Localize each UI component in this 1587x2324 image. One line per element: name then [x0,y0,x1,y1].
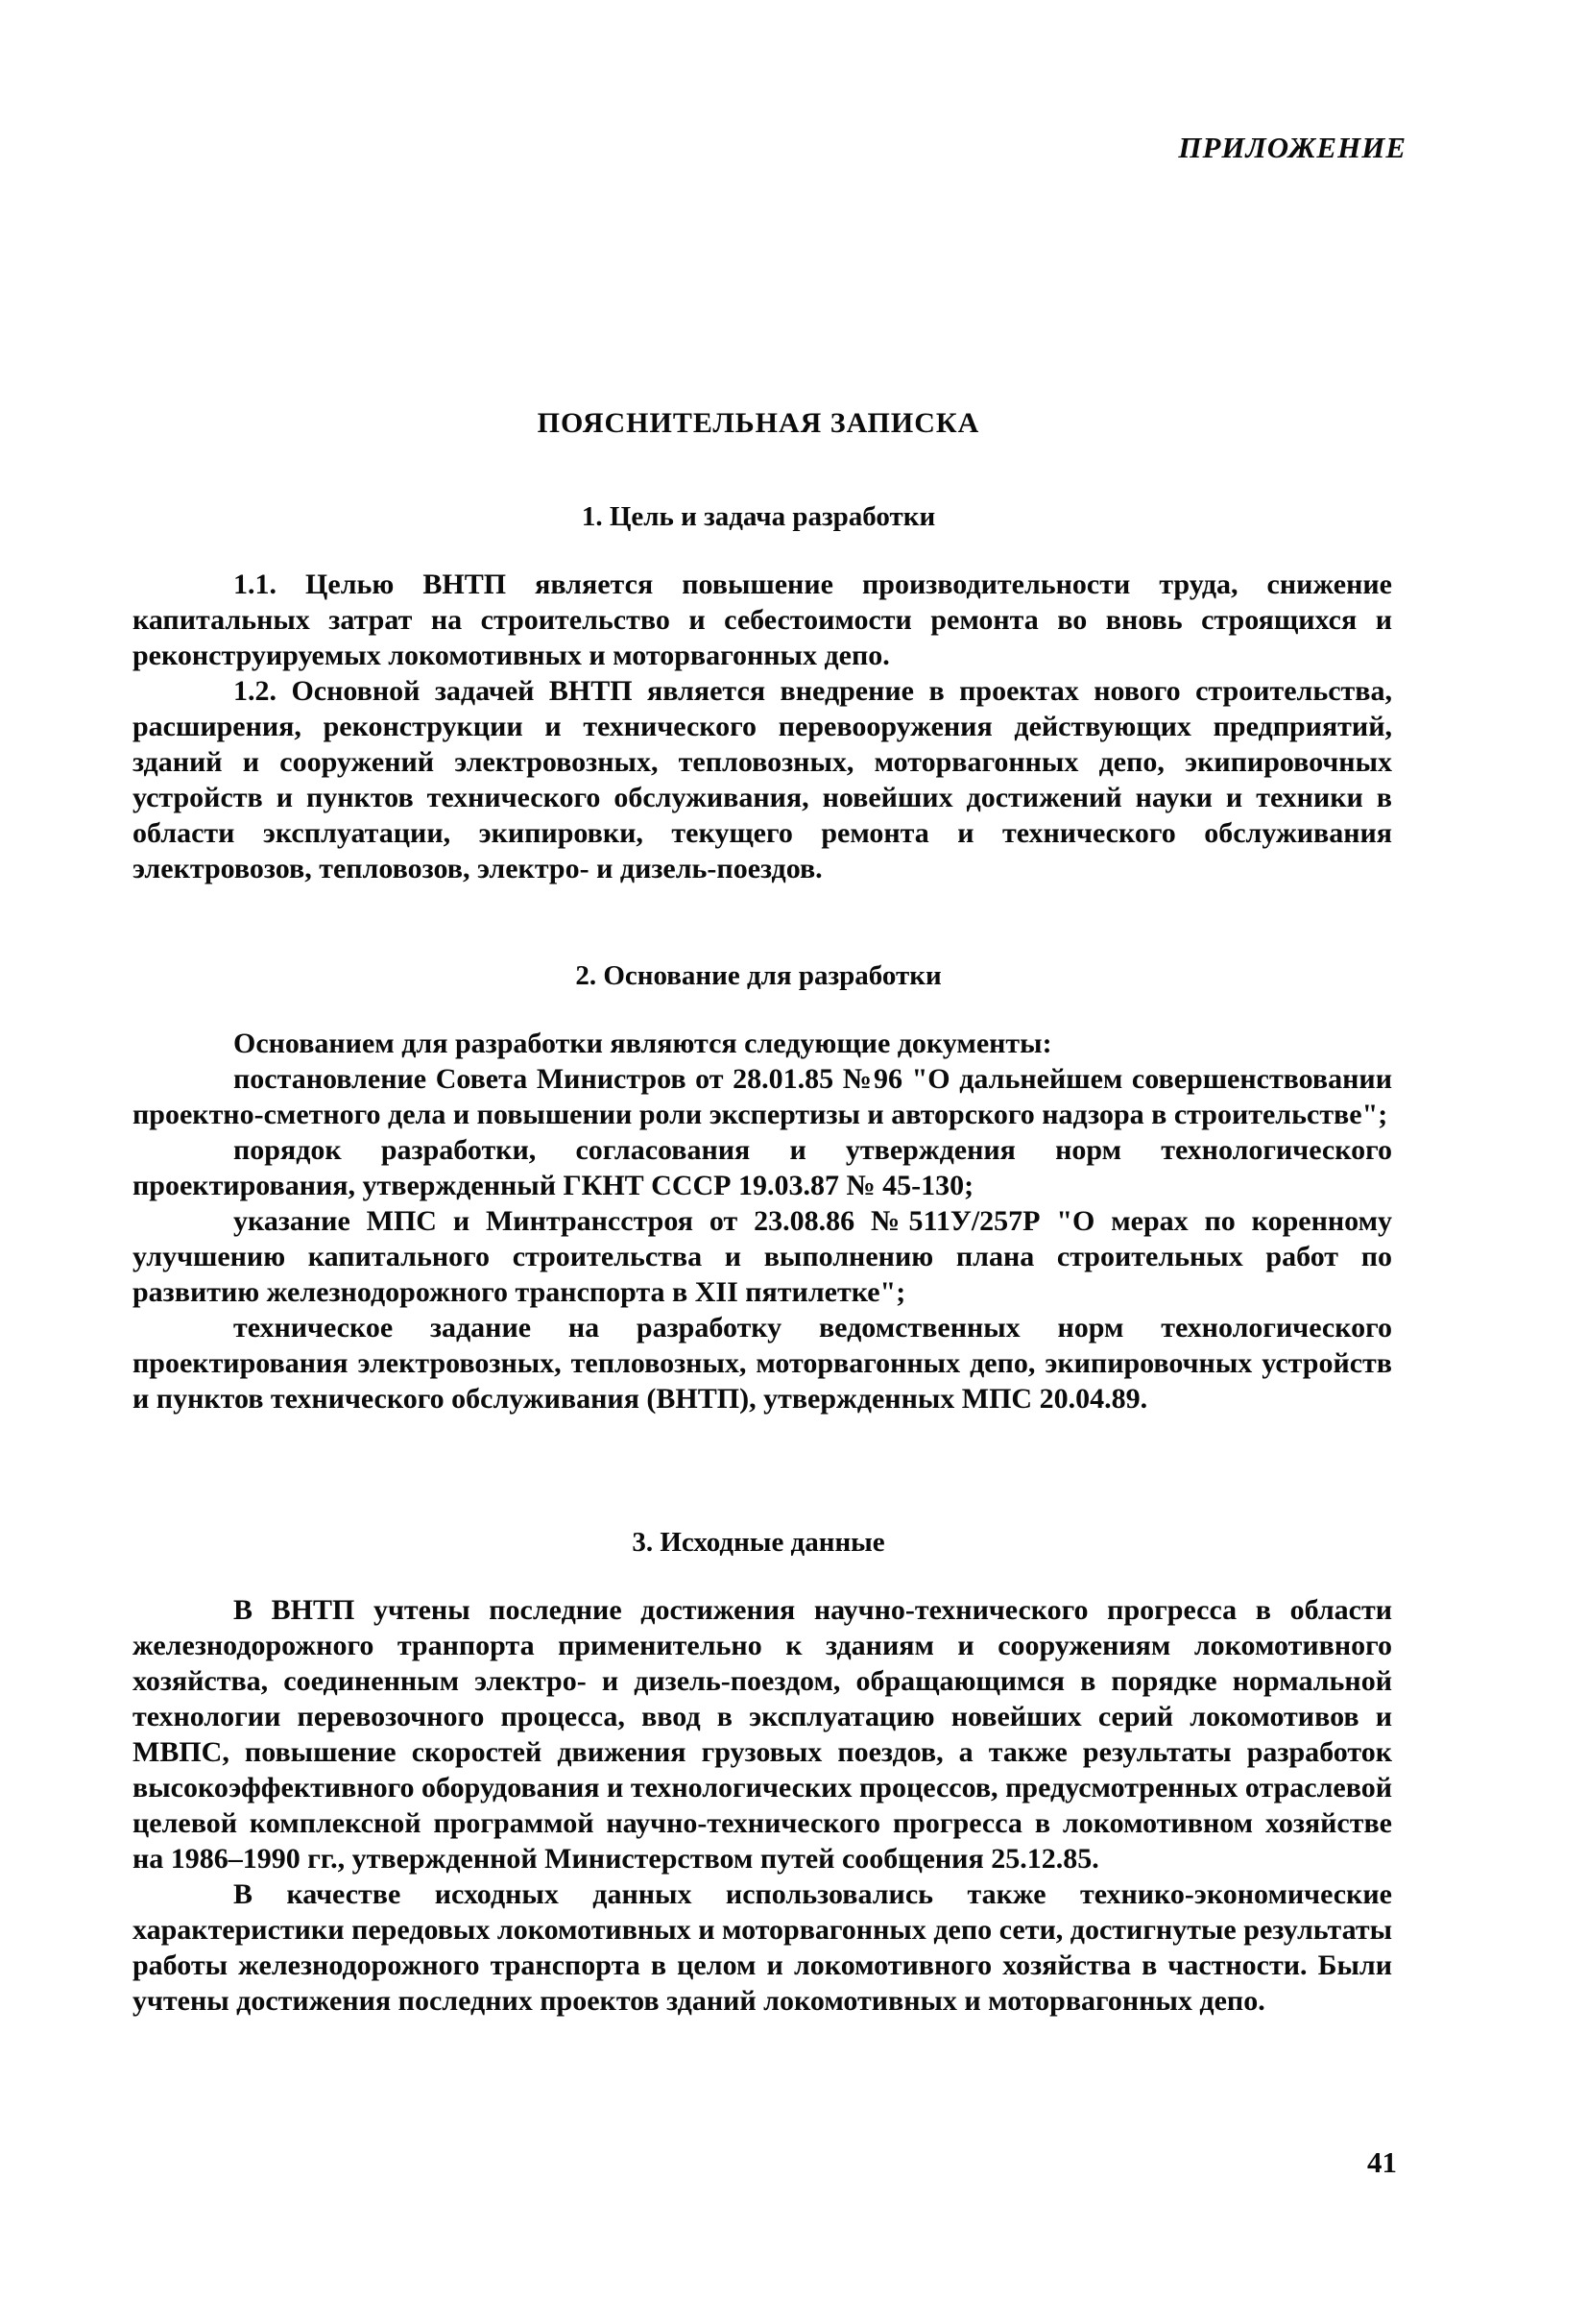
page-number: 41 [1367,2145,1397,2179]
section-heading-source-data: 3. Исходные данные [632,1527,885,1558]
section-body-goal [132,567,1392,886]
paragraph: указание МПС и Минтрансстроя от 23.08.86 №511У/257Р "О мерах по коренному улучшению капитального строительства и выполнению плана строительных работ по развитию железнодорожного транспорта в XII пятилетке"; [132,1205,1392,1308]
paragraph: В ВНТП учтены последние достижения научно-технического прогресса в области железнодорожного транпорта применительно к зданиям и сооружениям локомотивного хозяйства, соединенным электро- и дизель-поездом, обращающимся в порядке нормальной технологии перевозочного процесса, ввод в эксплуатацию новейших серий локомотивов и МВПС, повышение скоростей движения грузовых поездов, а также результаты разработок высокоэффективного оборудования и технологических процессов, предусмотренных отраслевой целевой комплексной программой научно-технического прогресса в локомотивном хозяйстве на 1986–1990 гг., утвержденной Министерством путей сообщения 25.12.85. [132,1594,1392,1875]
paragraph: порядок разработки, согласования и утверждения норм технологического проектирования, утвержденный ГКНТ СССР 19.03.87 № 45-130; [132,1134,1392,1201]
appendix-label: ПРИЛОЖЕНИЕ [1178,131,1407,164]
paragraph: техническое задание на разработку ведомственных норм технологического проектирования электровозных, тепловозных, моторвагонных депо, экипировочных устройств и пунктов технического обслуживания (ВНТП), утвержденных МПС 20.04.89. [132,1312,1392,1415]
paragraph: постановление Совета Министров от 28.01.85 №96 "О дальнейшем совершенствовании проектно-сметного дела и повышении роли экспертизы и авторского надзора в строительстве"; [132,1063,1392,1130]
section-body-basis [132,1026,1392,1416]
paragraph: 1.2. Основной задачей ВНТП является внедрение в проектах нового строительства, расширения, реконструкции и технического перевооружения действующих предприятий, зданий и сооружений электровозных, тепловозных, моторвагонных депо, экипировочных устройств и пунктов технического обслуживания, новейших достижений науки и техники в области эксплуатации, экипировки, текущего ремонта и технического обслуживания электровозов, тепловозов, электро- и дизель-поездов. [132,675,1392,884]
section-heading-basis: 2. Основание для разработки [575,960,942,991]
paragraph: 1.1. Целью ВНТП является повышение производительности труда, снижение капитальных затрат на строительство и себестоимости ремонта во вновь строящихся и реконструируемых локомотивных и моторвагонных депо. [132,569,1392,671]
document-title: ПОЯСНИТЕЛЬНАЯ ЗАПИСКА [537,407,980,439]
section-heading-goal: 1. Цель и задача разработки [581,501,936,532]
paragraph: В качестве исходных данных использовались также технико-экономические характеристики передовых локомотивных и моторвагонных депо сети, достигнутые результаты работы железнодорожного транспорта в целом и локомотивного хозяйства в частности. Были учтены достижения последних проектов зданий локомотивных и моторвагонных депо. [132,1878,1392,2017]
paragraph: Основанием для разработки являются следующие документы: [233,1028,1052,1059]
section-body-source-data [132,1592,1392,2019]
